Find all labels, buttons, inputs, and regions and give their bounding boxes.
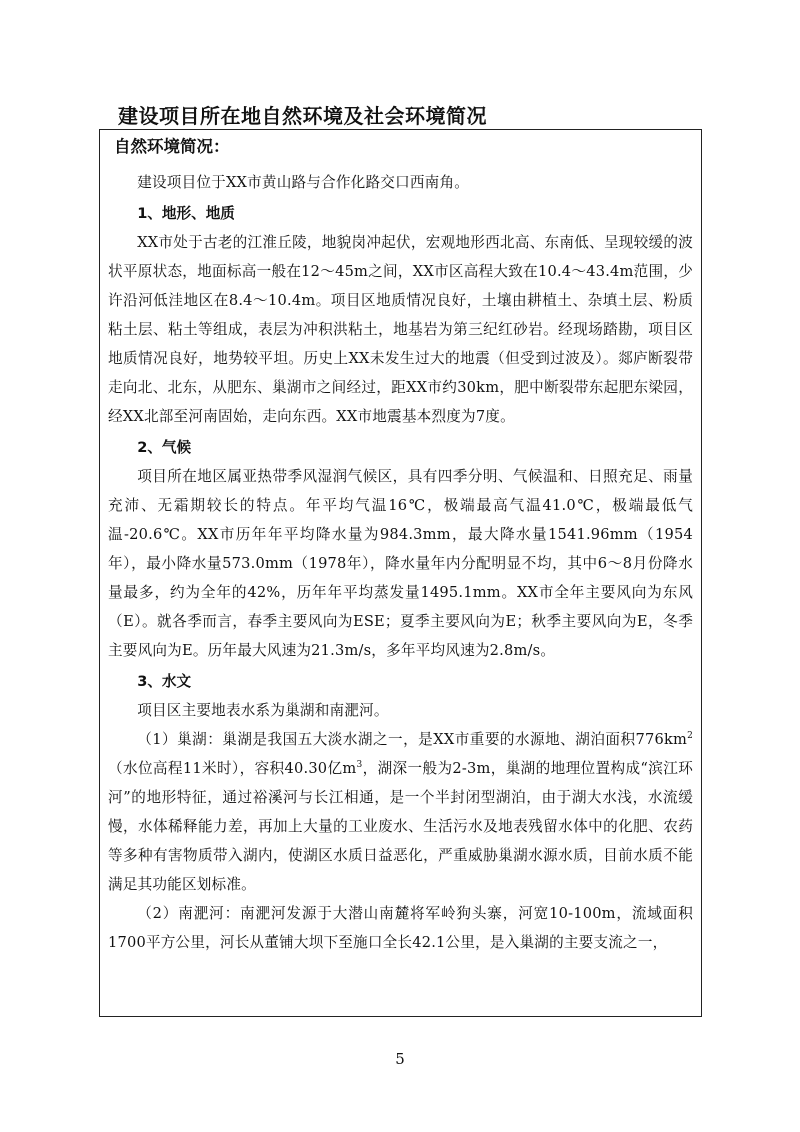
terrain-heading: 1、地形、地质	[137, 205, 235, 222]
intro-paragraph: 建设项目位于XX市黄山路与合作化路交口西南角。	[137, 174, 470, 191]
section-heading: 自然环境简况：	[114, 137, 230, 156]
climate-heading: 2、气候	[137, 439, 192, 456]
document-title: 建设项目所在地自然环境及社会环境简况	[118, 104, 487, 128]
page-number: 5	[395, 1050, 405, 1068]
chaohu-text-a: （1）巢湖：巢湖是我国五大淡水湖之一，是XX市重要的水源地、湖泊面积776km	[137, 731, 688, 748]
chaohu-text-c: ，湖深一般为2-3m，巢湖的地理位置构成“滨江环河”的地形特征，通过裕溪河与长江相通，是一个半封闭型湖泊，由于湖大水浅，水流缓慢，水体稀释能力差，再加上大量的工业废水、生活污水及地表残留水体中的化肥、农药等多种有害物质带入湖内，使湖区水质日益恶化，严重威胁巢湖水源水质，目前水质不能满足其功能区划标准。	[108, 760, 693, 893]
chaohu-sup-area: 2	[687, 731, 693, 742]
hydrology-heading: 3、水文	[137, 673, 192, 690]
chaohu-paragraph	[108, 725, 693, 899]
chaohu-text-b: （水位高程11米时），容积40.30亿m	[108, 760, 357, 777]
nanfei-paragraph: （2）南淝河：南淝河发源于大潜山南麓将军岭狗头寨，河宽10-100m，流域面积1700平方公里，河长从董铺大坝下至施口全长42.1公里，是入巢湖的主要支流之一，	[108, 905, 693, 951]
content-frame	[99, 129, 702, 1017]
terrain-paragraph: XX市处于古老的江淮丘陵，地貌岗冲起伏，宏观地形西北高、东南低、呈现较缓的波状平原状态，地面标高一般在12～45m之间，XX市区高程大致在10.4～43.4m范围，少许沿河低洼地区在8.4～10.4m。项目区地质情况良好，土壤由耕植土、杂填土层、粉质粘土层、粘土等组成，表层为冲积洪粘土，地基岩为第三纪红砂岩。经现场踏勘，项目区地质情况良好，地势较平坦。历史上XX未发生过大的地震（但受到过波及）。郯庐断裂带走向北、北东，从肥东、巢湖市之间经过，距XX市约30km，肥中断裂带东起肥东梁园，经XX北部至河南固始，走向东西。XX市地震基本烈度为7度。	[108, 234, 693, 425]
hydrology-intro: 项目区主要地表水系为巢湖和南淝河。	[137, 702, 389, 719]
chaohu-sup-volume: 3	[356, 760, 363, 771]
climate-paragraph: 项目所在地区属亚热带季风湿润气候区，具有四季分明、气候温和、日照充足、雨量充沛、无霜期较长的特点。年平均气温16℃，极端最高气温41.0℃，极端最低气温-20.6℃。XX市历年年平均降水量为984.3mm，最大降水量1541.96mm（1954年），最小降水量573.0mm（1978年），降水量年内分配明显不均，其中6～8月份降水量最多，约为全年的42%，历年年平均蒸发量1495.1mm。XX市全年主要风向为东风（E）。就各季而言，春季主要风向为ESE；夏季主要风向为E；秋季主要风向为E，冬季主要风向为E。历年最大风速为21.3m/s，多年平均风速为2.8m/s。	[108, 468, 693, 659]
